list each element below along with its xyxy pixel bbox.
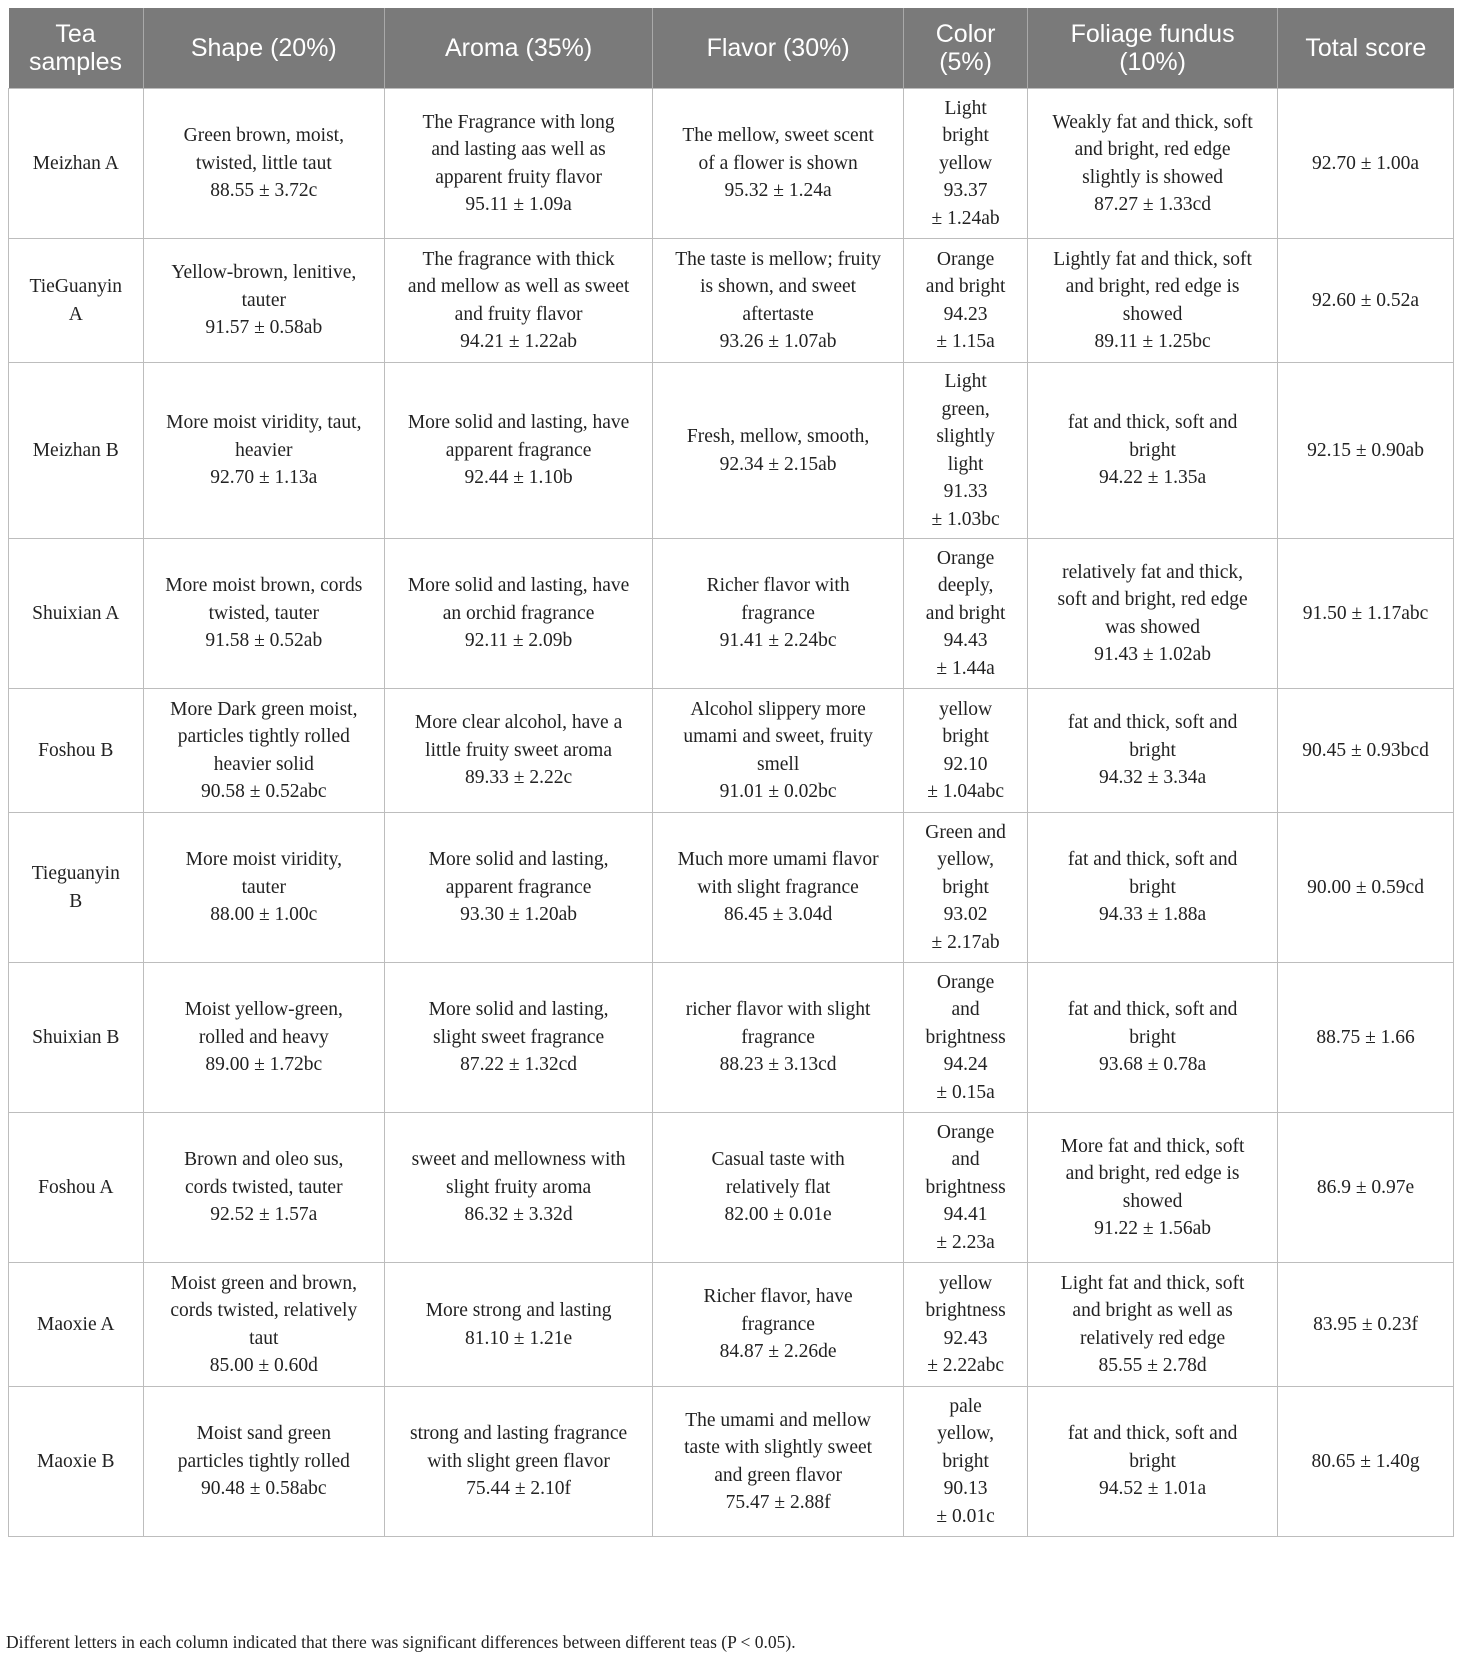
cell-foliage: Weakly fat and thick, soft and bright, red edge slightly is showed 87.27 ± 1.33cd bbox=[1028, 89, 1278, 239]
cell-color: Light bright yellow 93.37 ± 1.24ab bbox=[904, 89, 1028, 239]
cell-aroma: More strong and lasting 81.10 ± 1.21e bbox=[385, 1263, 653, 1387]
cell-flavor: The umami and mellow taste with slightly sweet and green flavor 75.47 ± 2.88f bbox=[653, 1387, 904, 1537]
cell-flavor: The mellow, sweet scent of a flower is shown 95.32 ± 1.24a bbox=[653, 89, 904, 239]
cell-color: Orange deeply, and bright 94.43 ± 1.44a bbox=[904, 539, 1028, 689]
header-total-score: Total score bbox=[1278, 8, 1454, 89]
cell-sample: Shuixian A bbox=[9, 539, 144, 689]
header-foliage-fundus: Foliage fundus (10%) bbox=[1028, 8, 1278, 89]
table-row bbox=[9, 963, 1454, 1113]
cell-aroma: More solid and lasting, have an orchid fragrance 92.11 ± 2.09b bbox=[385, 539, 653, 689]
cell-shape: Moist yellow-green, rolled and heavy 89.00 ± 1.72bc bbox=[143, 963, 385, 1113]
cell-shape: Yellow-brown, lenitive, tauter 91.57 ± 0.58ab bbox=[143, 239, 385, 363]
table-body bbox=[9, 89, 1454, 1537]
cell-aroma: The fragrance with thick and mellow as well as sweet and fruity flavor 94.21 ± 1.22ab bbox=[385, 239, 653, 363]
cell-aroma: sweet and mellowness with slight fruity aroma 86.32 ± 3.32d bbox=[385, 1113, 653, 1263]
sensory-evaluation-table-container bbox=[8, 8, 1454, 1537]
table-row bbox=[9, 1113, 1454, 1263]
cell-aroma: The Fragrance with long and lasting aas well as apparent fruity flavor 95.11 ± 1.09a bbox=[385, 89, 653, 239]
cell-foliage: fat and thick, soft and bright 94.52 ± 1.01a bbox=[1028, 1387, 1278, 1537]
cell-aroma: More solid and lasting, have apparent fragrance 92.44 ± 1.10b bbox=[385, 363, 653, 539]
cell-foliage: Light fat and thick, soft and bright as well as relatively red edge 85.55 ± 2.78d bbox=[1028, 1263, 1278, 1387]
header-color: Color (5%) bbox=[904, 8, 1028, 89]
cell-total: 91.50 ± 1.17abc bbox=[1278, 539, 1454, 689]
cell-color: Light green, slightly light 91.33 ± 1.03bc bbox=[904, 363, 1028, 539]
cell-foliage: fat and thick, soft and bright 94.22 ± 1.35a bbox=[1028, 363, 1278, 539]
header-flavor: Flavor (30%) bbox=[653, 8, 904, 89]
cell-sample: Meizhan A bbox=[9, 89, 144, 239]
cell-shape: Brown and oleo sus, cords twisted, tauter 92.52 ± 1.57a bbox=[143, 1113, 385, 1263]
cell-foliage: fat and thick, soft and bright 94.32 ± 3.34a bbox=[1028, 689, 1278, 813]
table-row bbox=[9, 813, 1454, 963]
table-row bbox=[9, 239, 1454, 363]
header-aroma: Aroma (35%) bbox=[385, 8, 653, 89]
cell-color: pale yellow, bright 90.13 ± 0.01c bbox=[904, 1387, 1028, 1537]
cell-flavor: Alcohol slippery more umami and sweet, fruity smell 91.01 ± 0.02bc bbox=[653, 689, 904, 813]
sensory-evaluation-table bbox=[8, 8, 1454, 1537]
cell-shape: Moist sand green particles tightly rolled 90.48 ± 0.58abc bbox=[143, 1387, 385, 1537]
cell-flavor: Casual taste with relatively flat 82.00 ± 0.01e bbox=[653, 1113, 904, 1263]
cell-total: 90.00 ± 0.59cd bbox=[1278, 813, 1454, 963]
header-tea-samples: Tea samples bbox=[9, 8, 144, 89]
header-row bbox=[9, 8, 1454, 89]
cell-foliage: fat and thick, soft and bright 93.68 ± 0.78a bbox=[1028, 963, 1278, 1113]
table-row bbox=[9, 1263, 1454, 1387]
cell-aroma: More clear alcohol, have a little fruity sweet aroma 89.33 ± 2.22c bbox=[385, 689, 653, 813]
cell-total: 92.15 ± 0.90ab bbox=[1278, 363, 1454, 539]
cell-sample: TieGuanyin A bbox=[9, 239, 144, 363]
cell-foliage: relatively fat and thick, soft and bright, red edge was showed 91.43 ± 1.02ab bbox=[1028, 539, 1278, 689]
cell-sample: Maoxie B bbox=[9, 1387, 144, 1537]
cell-flavor: richer flavor with slight fragrance 88.23 ± 3.13cd bbox=[653, 963, 904, 1113]
table-row bbox=[9, 539, 1454, 689]
cell-aroma: More solid and lasting, apparent fragrance 93.30 ± 1.20ab bbox=[385, 813, 653, 963]
cell-total: 92.70 ± 1.00a bbox=[1278, 89, 1454, 239]
cell-shape: Green brown, moist, twisted, little taut 88.55 ± 3.72c bbox=[143, 89, 385, 239]
cell-sample: Maoxie A bbox=[9, 1263, 144, 1387]
cell-shape: More moist brown, cords twisted, tauter 91.58 ± 0.52ab bbox=[143, 539, 385, 689]
cell-total: 90.45 ± 0.93bcd bbox=[1278, 689, 1454, 813]
cell-color: Green and yellow, bright 93.02 ± 2.17ab bbox=[904, 813, 1028, 963]
cell-flavor: The taste is mellow; fruity is shown, and sweet aftertaste 93.26 ± 1.07ab bbox=[653, 239, 904, 363]
cell-sample: Shuixian B bbox=[9, 963, 144, 1113]
cell-foliage: fat and thick, soft and bright 94.33 ± 1.88a bbox=[1028, 813, 1278, 963]
table-row bbox=[9, 89, 1454, 239]
cell-flavor: Richer flavor with fragrance 91.41 ± 2.24bc bbox=[653, 539, 904, 689]
cell-color: Orange and bright 94.23 ± 1.15a bbox=[904, 239, 1028, 363]
cell-aroma: More solid and lasting, slight sweet fragrance 87.22 ± 1.32cd bbox=[385, 963, 653, 1113]
cell-sample: Tieguanyin B bbox=[9, 813, 144, 963]
cell-shape: More moist viridity, tauter 88.00 ± 1.00c bbox=[143, 813, 385, 963]
table-footnote: Different letters in each column indicated that there was significant differences between different teas (P < 0.05). bbox=[6, 1632, 796, 1652]
cell-total: 88.75 ± 1.66 bbox=[1278, 963, 1454, 1113]
cell-color: yellow brightness 92.43 ± 2.22abc bbox=[904, 1263, 1028, 1387]
cell-aroma: strong and lasting fragrance with slight green flavor 75.44 ± 2.10f bbox=[385, 1387, 653, 1537]
table-row bbox=[9, 689, 1454, 813]
cell-flavor: Fresh, mellow, smooth, 92.34 ± 2.15ab bbox=[653, 363, 904, 539]
cell-shape: More moist viridity, taut, heavier 92.70 ± 1.13a bbox=[143, 363, 385, 539]
cell-total: 83.95 ± 0.23f bbox=[1278, 1263, 1454, 1387]
table-header bbox=[9, 8, 1454, 89]
table-row bbox=[9, 1387, 1454, 1537]
cell-flavor: Richer flavor, have fragrance 84.87 ± 2.26de bbox=[653, 1263, 904, 1387]
cell-sample: Foshou A bbox=[9, 1113, 144, 1263]
cell-shape: More Dark green moist, particles tightly rolled heavier solid 90.58 ± 0.52abc bbox=[143, 689, 385, 813]
cell-color: Orange and brightness 94.41 ± 2.23a bbox=[904, 1113, 1028, 1263]
cell-total: 92.60 ± 0.52a bbox=[1278, 239, 1454, 363]
cell-shape: Moist green and brown, cords twisted, relatively taut 85.00 ± 0.60d bbox=[143, 1263, 385, 1387]
table-row bbox=[9, 363, 1454, 539]
cell-color: Orange and brightness 94.24 ± 0.15a bbox=[904, 963, 1028, 1113]
cell-flavor: Much more umami flavor with slight fragrance 86.45 ± 3.04d bbox=[653, 813, 904, 963]
cell-color: yellow bright 92.10 ± 1.04abc bbox=[904, 689, 1028, 813]
cell-total: 80.65 ± 1.40g bbox=[1278, 1387, 1454, 1537]
cell-total: 86.9 ± 0.97e bbox=[1278, 1113, 1454, 1263]
cell-sample: Meizhan B bbox=[9, 363, 144, 539]
cell-sample: Foshou B bbox=[9, 689, 144, 813]
header-shape: Shape (20%) bbox=[143, 8, 385, 89]
cell-foliage: Lightly fat and thick, soft and bright, red edge is showed 89.11 ± 1.25bc bbox=[1028, 239, 1278, 363]
cell-foliage: More fat and thick, soft and bright, red edge is showed 91.22 ± 1.56ab bbox=[1028, 1113, 1278, 1263]
